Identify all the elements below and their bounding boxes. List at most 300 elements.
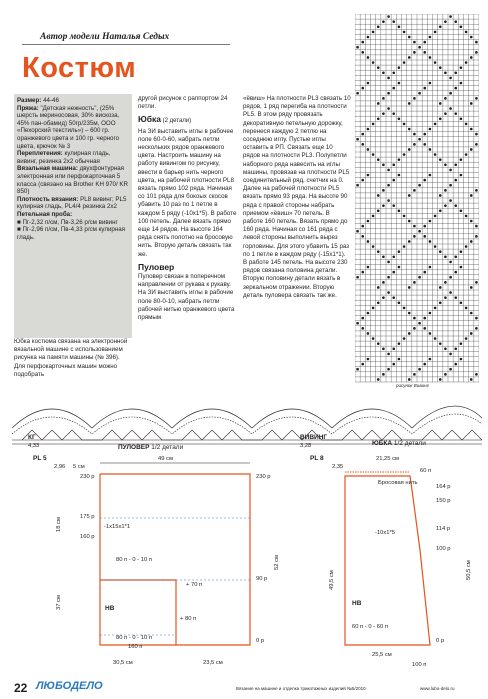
chart-dot [429, 36, 432, 39]
chart-dot [367, 128, 370, 131]
chart-dot [361, 133, 364, 136]
chart-dot [429, 128, 432, 131]
chart-dot [398, 342, 401, 345]
chart-dot [444, 71, 447, 74]
kg-label: КГ [28, 434, 36, 441]
chart-dot [382, 347, 385, 350]
chart-dot [367, 240, 370, 243]
pl8-value: 2,35 [332, 464, 344, 470]
header-rule [22, 44, 230, 45]
chart-dot [361, 363, 364, 366]
pullover-title: ПУЛОВЕР 1/2 детали [118, 444, 184, 451]
chart-dot [423, 271, 426, 274]
chart-dot [465, 215, 468, 218]
pullover-width-30: 30,5 см [113, 660, 133, 666]
chart-dot [449, 107, 452, 110]
chart-dot [392, 163, 395, 166]
chart-dot [475, 133, 478, 136]
chart-dot [470, 286, 473, 289]
chart-dot [423, 179, 426, 182]
pullover-row80: 80 п - 0 - 10 п [116, 557, 152, 563]
text-col-1: Юбка костюма связана на электронной вязальной машине с использованием рисунка на памяти машины (№ 396). Для перфокарточных машин можно подобрать [14, 338, 128, 378]
chart-dot [460, 117, 463, 120]
chart-dot [408, 36, 411, 39]
chart-dot [423, 143, 426, 146]
chart-dot [372, 31, 375, 34]
viving-pattern-chart [355, 14, 479, 384]
chart-dot [377, 209, 380, 212]
viving-value: 3,28 [300, 443, 312, 449]
chart-dot [449, 15, 452, 18]
chart-dot [361, 87, 364, 90]
chart-dot [377, 286, 380, 289]
chart-dot [470, 240, 473, 243]
chart-dot [460, 66, 463, 69]
skirt-60p: 60 п [420, 468, 432, 474]
chart-dot [429, 56, 432, 59]
chart-dot [454, 163, 457, 166]
skirt-width-bottom: 25,5 см [372, 652, 392, 658]
chart-dot [444, 20, 447, 23]
chart-dot [423, 225, 426, 228]
chart-dot [434, 337, 437, 340]
chart-dot [382, 163, 385, 166]
chart-dot [449, 276, 452, 279]
chart-dot [392, 296, 395, 299]
skirt-100p: 100 п [412, 662, 427, 668]
chart-dot [382, 189, 385, 192]
chart-dot [403, 337, 406, 340]
chart-dot [449, 353, 452, 356]
pullover-5cm: 5 см [73, 464, 85, 470]
chart-dot [470, 332, 473, 335]
chart-dot [434, 61, 437, 64]
chart-dot [392, 271, 395, 274]
chart-dot [382, 255, 385, 258]
chart-dot [475, 373, 478, 376]
chart-dot [449, 184, 452, 187]
chart-dot [367, 358, 370, 361]
skirt-decrease: -10x1*5 [375, 530, 395, 536]
chart-dot [392, 20, 395, 23]
chart-dot [361, 41, 364, 44]
chart-dot [460, 174, 463, 177]
skirt-hv: НВ [352, 600, 362, 607]
viving-label: ВИВИНГ [300, 434, 328, 441]
chart-dot [392, 87, 395, 90]
chart-dot [367, 220, 370, 223]
chart-dot [403, 123, 406, 126]
chart-dot [460, 158, 463, 161]
row-0: 0 р [256, 638, 265, 644]
chart-dot [367, 56, 370, 59]
chart-dot [382, 373, 385, 376]
chart-dot [387, 353, 390, 356]
chart-dot [470, 36, 473, 39]
footer-issue: Вязание на машине и отделка трикотажных изделий №5/2010 [236, 686, 366, 691]
chart-dot [429, 174, 432, 177]
pullover-width-23: 23,5 см [203, 660, 223, 666]
chart-dot [398, 266, 401, 269]
chart-dot [377, 66, 380, 69]
chart-dot [439, 250, 442, 253]
chart-dot [392, 71, 395, 74]
chart-dot [429, 82, 432, 85]
chart-dot [377, 25, 380, 28]
chart-dot [387, 276, 390, 279]
chart-dot [423, 51, 426, 54]
chart-dot [356, 184, 359, 187]
pullover-height-37: 37 см [56, 595, 62, 610]
chart-dot [372, 61, 375, 64]
chart-dot [429, 266, 432, 269]
skirt-height-50: 50,5 см [466, 560, 472, 580]
chart-dot [439, 102, 442, 105]
chart-dot [423, 235, 426, 238]
chart-dot [444, 189, 447, 192]
chart-dot [454, 71, 457, 74]
chart-dot [408, 128, 411, 131]
chart-dot [367, 174, 370, 177]
chart-dot [382, 97, 385, 100]
chart-dot [434, 215, 437, 218]
chart-dot [398, 66, 401, 69]
chart-dot [454, 112, 457, 115]
chart-dot [418, 46, 421, 49]
chart-dot [413, 281, 416, 284]
pullover-decrease: -1x15x1*1 [104, 524, 131, 530]
chart-dot [449, 261, 452, 264]
chart-dot [423, 133, 426, 136]
chart-dot [470, 128, 473, 131]
chart-dot [449, 92, 452, 95]
chart-dot [361, 235, 364, 238]
chart-dot [475, 327, 478, 330]
chart-dot [444, 255, 447, 258]
chart-dot [475, 143, 478, 146]
chart-dot [408, 332, 411, 335]
chart-dot [392, 112, 395, 115]
skirt-row: 60 п - 0 - 60 п [352, 624, 388, 630]
chart-dot [439, 286, 442, 289]
pl5-value: 2,96 [54, 464, 66, 470]
chart-dot [377, 301, 380, 304]
chart-dot [465, 245, 468, 248]
chart-dot [356, 368, 359, 371]
chart-dot [413, 97, 416, 100]
chart-dot [439, 378, 442, 381]
chart-dot [444, 296, 447, 299]
pullover-height-52: 52 см [274, 555, 280, 570]
chart-dot [413, 317, 416, 320]
chart-dot [377, 194, 380, 197]
chart-dot [418, 92, 421, 95]
chart-dot [413, 143, 416, 146]
pullover-plus80: + 80 п [180, 616, 197, 622]
chart-dot [460, 342, 463, 345]
chart-dot [367, 312, 370, 315]
chart-dot [356, 138, 359, 141]
chart-dot [403, 31, 406, 34]
chart-dot [434, 123, 437, 126]
chart-dot [439, 342, 442, 345]
chart-dot [454, 255, 457, 258]
chart-dot [408, 240, 411, 243]
chart-dot [454, 296, 457, 299]
chart-dot [429, 312, 432, 315]
chart-dot [439, 117, 442, 120]
chart-dot [444, 97, 447, 100]
text-col-2: другой рисунок с раппортом 24 петли. Юбка (2 детали) На ЗИ выставить иглы в рабочее поле 60-0-60, набрать петли нескольких рядов оранжевого цвета. Настроить машину на работу вивингом по рисунку, ввести в барьер нить черного цвета, на рабочей плотности PL8 вязать прямо 102 ряда. Начиная со 101 ряда для бокоых скосов убавить 10 раз по 1 петле в каждом 5 ряду (-10x1*5). В работе 100 петель. Далее вязать прямо еще 14 рядов. На высоте 164 ряда снять полотно на бросовую нить. Вторую деталь связать так же. Пуловер Пуловер связан в поперечном направлении от рукава к рукаву. На ЗИ выставить иглы в рабочие поле 80-0-10, набрать петли рабочей нитью оранжевого цвета прямым [138, 95, 237, 322]
row-230-left: 230 р [80, 474, 95, 480]
chart-dot [444, 204, 447, 207]
chart-dot [460, 209, 463, 212]
chart-dot [403, 215, 406, 218]
chart-dot [398, 301, 401, 304]
chart-dot [408, 378, 411, 381]
chart-dot [408, 56, 411, 59]
chart-dot [470, 194, 473, 197]
chart-dot [413, 373, 416, 376]
chart-dot [387, 184, 390, 187]
chart-dot [470, 312, 473, 315]
chart-dot [465, 307, 468, 310]
chart-dot [460, 25, 463, 28]
chart-dot [398, 117, 401, 120]
chart-dot [413, 133, 416, 136]
chart-dot [403, 153, 406, 156]
chart-dot [434, 153, 437, 156]
chart-dot [361, 51, 364, 54]
chart-dot [387, 291, 390, 294]
chart-dot [429, 220, 432, 223]
chart-dot [361, 327, 364, 330]
pullover-height-18: 18 см [56, 517, 62, 532]
row-90: 90 р [256, 576, 268, 582]
chart-dot [429, 358, 432, 361]
chart-dot [372, 245, 375, 248]
chart-dot [470, 220, 473, 223]
chart-dot [454, 179, 457, 182]
chart-dot [429, 332, 432, 335]
chart-dot [387, 169, 390, 172]
chart-dot [454, 363, 457, 366]
chart-dot [423, 87, 426, 90]
chart-dot [377, 117, 380, 120]
chart-dot [434, 245, 437, 248]
chart-dot [434, 31, 437, 34]
chart-dot [413, 235, 416, 238]
chart-dot [387, 77, 390, 80]
chart-dot [439, 25, 442, 28]
chart-dot [372, 123, 375, 126]
chart-dot [382, 112, 385, 115]
chart-dot [361, 179, 364, 182]
chart-dot [470, 148, 473, 151]
row-175: 175 р [80, 514, 95, 520]
page-title: Костюм [22, 52, 137, 84]
chart-dot [367, 332, 370, 335]
chart-dot [382, 281, 385, 284]
chart-dot [465, 61, 468, 64]
chart-dot [377, 158, 380, 161]
chart-dot [449, 368, 452, 371]
chart-dot [475, 51, 478, 54]
chart-dot [449, 291, 452, 294]
chart-dot [367, 148, 370, 151]
chart-dot [408, 286, 411, 289]
chart-dot [460, 358, 463, 361]
chart-dot [398, 82, 401, 85]
chart-dot [413, 41, 416, 44]
chart-dot [367, 36, 370, 39]
chart-dot [361, 317, 364, 320]
chart-dot [444, 281, 447, 284]
pullover-plus70: + 70 п [186, 582, 203, 588]
chart-dot [434, 307, 437, 310]
chart-dot [439, 66, 442, 69]
chart-dot [444, 112, 447, 115]
skirt-height-49: 49,5 см [329, 570, 335, 590]
skirt-row150: 150 р [436, 498, 451, 504]
chart-dot [408, 102, 411, 105]
chart-dot [439, 209, 442, 212]
chart-caption: рисунок Вивинг [396, 383, 429, 388]
pullover-row160: 160 п [128, 644, 143, 650]
chart-dot [444, 373, 447, 376]
chart-dot [413, 189, 416, 192]
chart-grid [355, 14, 479, 382]
chart-dot [392, 255, 395, 258]
chart-dot [418, 184, 421, 187]
chart-dot [377, 250, 380, 253]
chart-dot [408, 148, 411, 151]
chart-dot [387, 368, 390, 371]
chart-dot [423, 327, 426, 330]
chart-dot [408, 220, 411, 223]
chart-dot [367, 266, 370, 269]
chart-dot [392, 347, 395, 350]
chart-dot [423, 41, 426, 44]
chart-dot [408, 312, 411, 315]
magazine-logo: ЛЮБОДЕЛО [36, 680, 103, 692]
chart-dot [475, 41, 478, 44]
chart-dot [377, 342, 380, 345]
chart-dot [361, 143, 364, 146]
pl8-label: PL 8 [310, 455, 324, 462]
chart-dot [470, 56, 473, 59]
pullover-hv: НВ [105, 605, 115, 612]
chart-dot [413, 225, 416, 228]
chart-dot [387, 107, 390, 110]
chart-dot [356, 92, 359, 95]
row-160: 160 р [80, 534, 95, 540]
chart-dot [398, 358, 401, 361]
chart-dot [444, 347, 447, 350]
chart-dot [423, 317, 426, 320]
chart-dot [392, 179, 395, 182]
skirt-row114: 114 р [436, 526, 451, 532]
chart-dot [465, 123, 468, 126]
chart-dot [387, 261, 390, 264]
chart-dot [392, 363, 395, 366]
chart-dot [418, 368, 421, 371]
chart-dot [387, 199, 390, 202]
skirt-row100: 100 р [436, 546, 451, 552]
chart-dot [418, 322, 421, 325]
chart-dot [418, 230, 421, 233]
chart-dot [418, 138, 421, 141]
chart-dot [475, 235, 478, 238]
chart-dot [439, 158, 442, 161]
chart-dot [367, 82, 370, 85]
chart-dot [449, 77, 452, 80]
chart-dot [475, 225, 478, 228]
chart-dot [475, 189, 478, 192]
chart-dot [470, 102, 473, 105]
skirt-title: ЮБКА 1/2 детали [372, 440, 426, 447]
chart-dot [361, 271, 364, 274]
chart-dot [465, 31, 468, 34]
chart-dot [408, 194, 411, 197]
chart-dot [439, 194, 442, 197]
chart-dot [392, 204, 395, 207]
page-number: 22 [14, 681, 28, 695]
chart-dot [444, 163, 447, 166]
chart-dot [356, 230, 359, 233]
chart-dot [460, 250, 463, 253]
chart-dot [372, 337, 375, 340]
chart-dot [356, 46, 359, 49]
chart-dot [465, 153, 468, 156]
chart-dot [460, 301, 463, 304]
footer-url: www.lubo-delo.ru [420, 686, 455, 691]
chart-dot [470, 378, 473, 381]
chart-dot [387, 15, 390, 18]
chart-dot [429, 240, 432, 243]
skirt-waste-yarn: Бросовая нить [378, 480, 418, 486]
chart-dot [454, 204, 457, 207]
chart-dot [429, 148, 432, 151]
pullover-width-top: 49 см [158, 456, 173, 462]
chart-dot [449, 199, 452, 202]
chart-dot [398, 174, 401, 177]
chart-dot [377, 102, 380, 105]
chart-dot [398, 250, 401, 253]
pullover-row80b: 80 п - 0 - 10 п [116, 635, 152, 641]
chart-dot [372, 215, 375, 218]
chart-dot [382, 71, 385, 74]
chart-dot [475, 97, 478, 100]
skirt-outline [345, 476, 430, 645]
chart-dot [356, 276, 359, 279]
chart-dot [398, 25, 401, 28]
chart-dot [398, 158, 401, 161]
kg-value: 4,33 [28, 443, 40, 449]
skirt-row164: 164 р [436, 484, 451, 490]
chart-dot [403, 245, 406, 248]
chart-dot [454, 87, 457, 90]
chart-dot [454, 347, 457, 350]
chart-dot [413, 327, 416, 330]
chart-dot [403, 307, 406, 310]
skirt-row0: 0 р [436, 638, 445, 644]
text-col-3: «ёвиш» На плотности PL3 связать 10 рядов, 1 ряд перегиба на плотности PL5. В этом ряду провязать декоративную петельную дорожку, перенеся каждую 2 петлю на соседнюю иглу. Пустые иглы оставить в PП. Связать еще 10 рядов на плотности PL3. Полупетли наборного ряда навесить на иглы машины, провязав на плотности PL5 соединительный ряд, счетчик на 0. Далее на рабочей плотности PL5 вязать прямо 93 ряда. На высоте 90 ряда с правой стороны набрать приемом «ёвиш» 70 петель. В работе 160 петель. Вязать прямо до 160 ряда. Начиная со 161 ряда с левой стороны выполнить вырез горловины. Для этого убавить 15 раз по 1 петле в каждом ряду (-15x1*1). В работе 145 петель. На высоте 230 рядов связана половина детали. Вторую половину детали вязать в зеркальном отражении. Вторую деталь пуловера связать так же. [243, 95, 351, 299]
chart-dot [372, 307, 375, 310]
chart-dot [387, 92, 390, 95]
chart-dot [403, 61, 406, 64]
row-230-right: 230 р [256, 474, 271, 480]
